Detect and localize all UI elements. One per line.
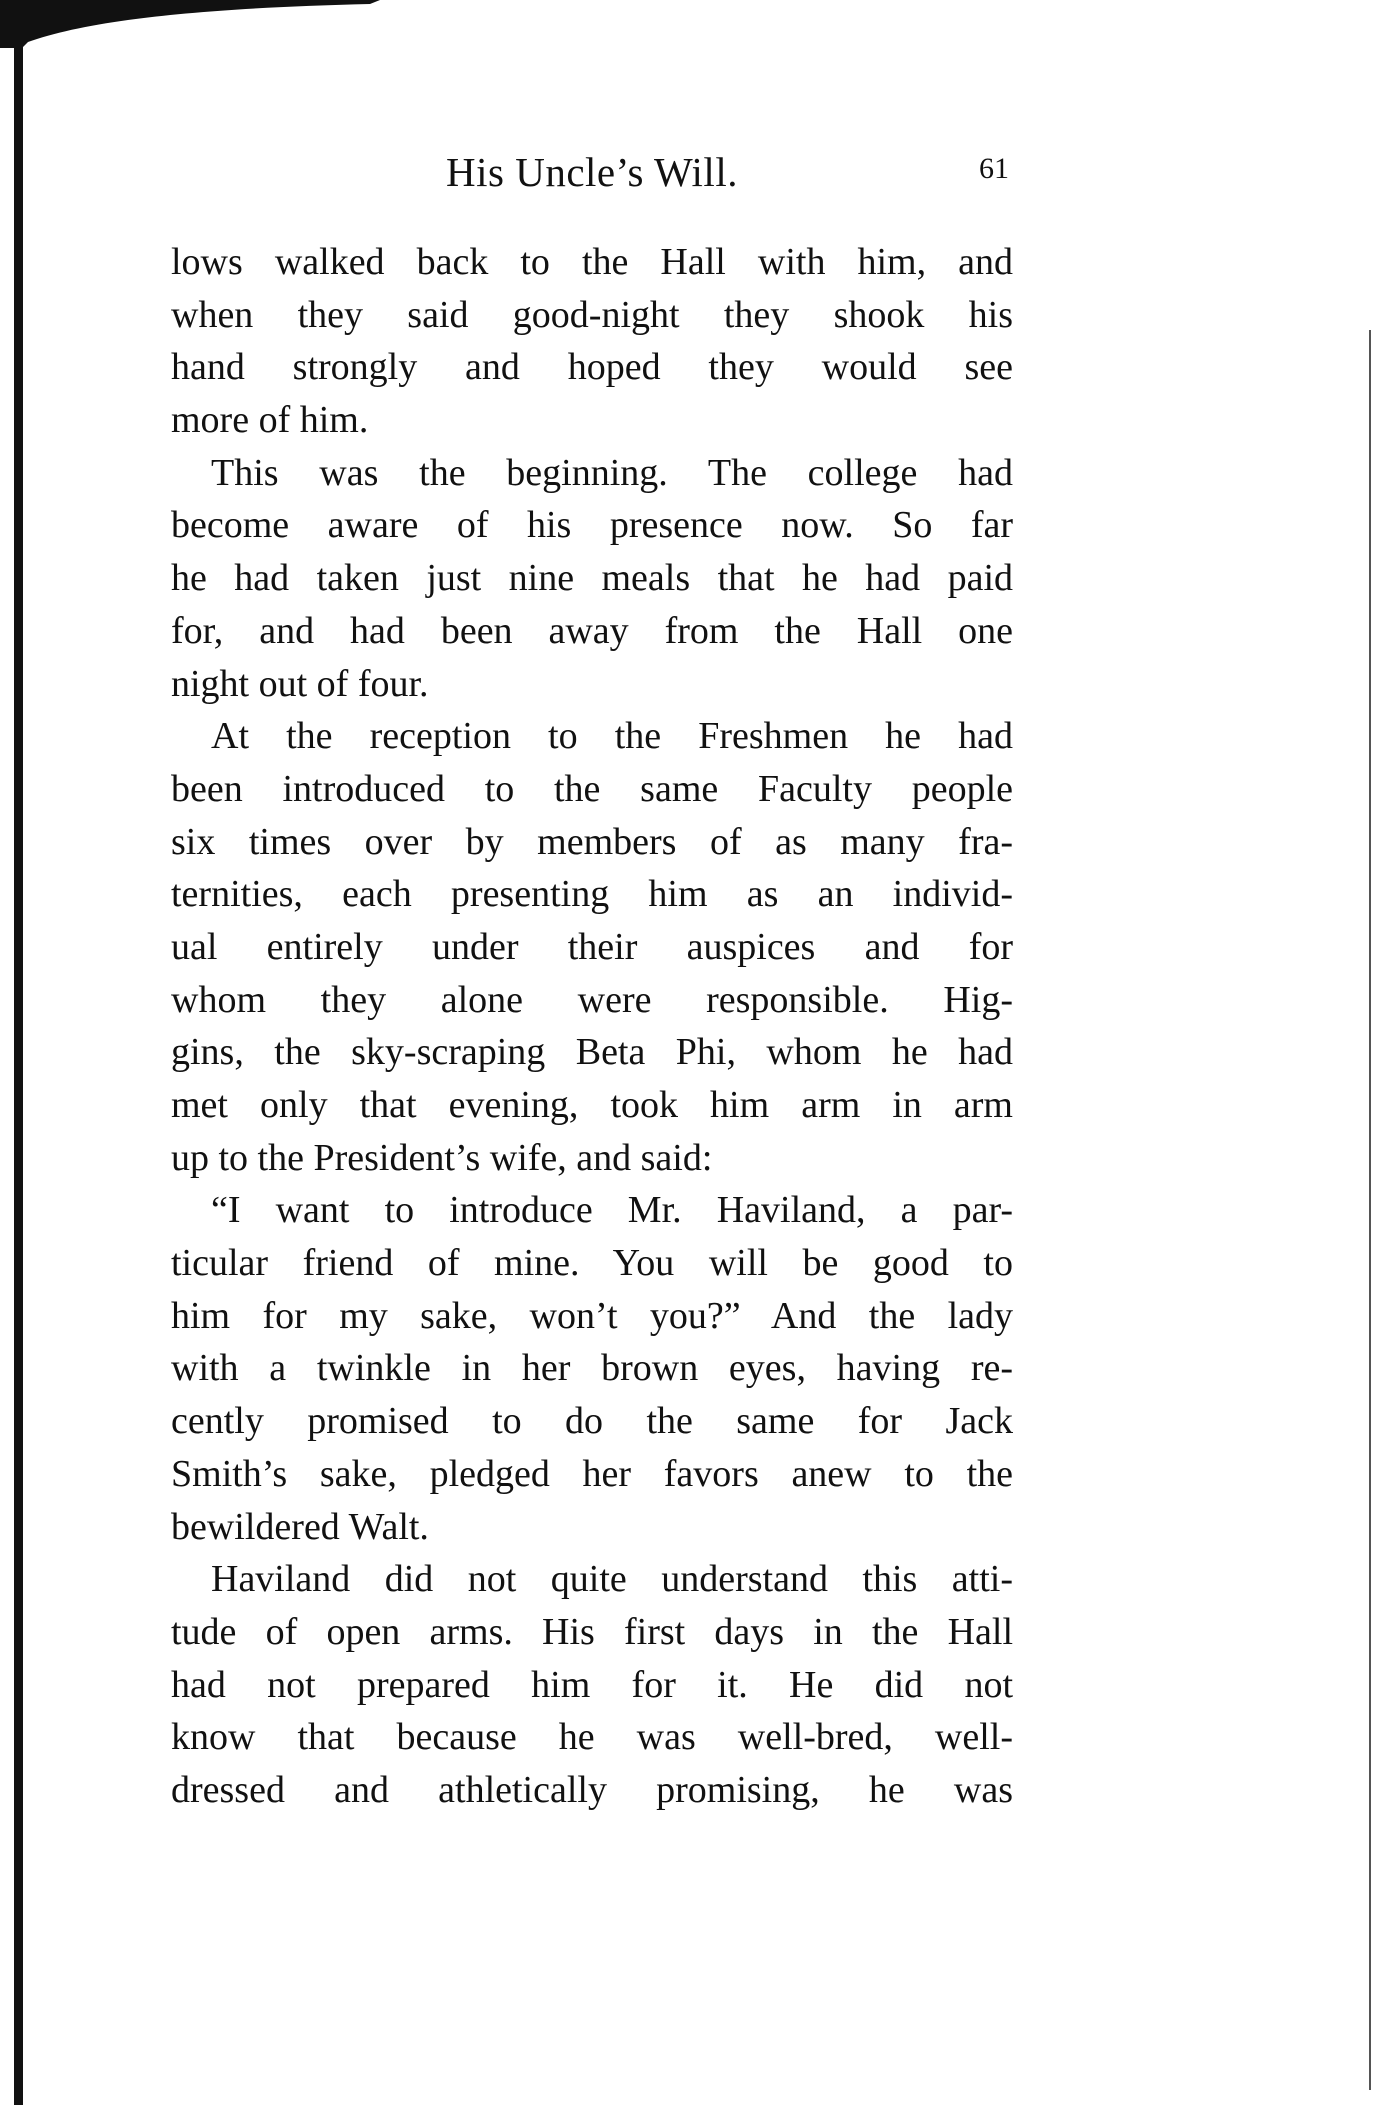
text-line: been introduced to the same Faculty people [171,767,1013,810]
text-line: gins, the sky-scraping Beta Phi, whom he had [171,1031,1013,1074]
text-line: met only that evening, took him arm in arm [171,1084,1013,1126]
text-line: up to the President’s wife, and said: [171,1136,713,1179]
paragraph [171,1184,1013,1553]
text-line: Smith’s sake, pledged her favors anew to the [171,1452,1013,1495]
text-line: become aware of his presence now. So far [171,504,1013,547]
chapter-title: His Uncle’s Will. [446,149,738,195]
text-line: lows walked back to the Hall with him, and [171,241,1013,283]
text-line: ticular friend of mine. You will be good to [171,1242,1013,1285]
text-line: night out of four. [171,662,429,705]
text-line: hand strongly and hoped they would see [171,346,1013,389]
text-line: At the reception to the Freshmen he had [211,715,1013,758]
text-line: when they said good-night they shook his [171,293,1013,336]
text-line: know that because he was well-bred, well- [171,1716,1013,1759]
text-line: six times over by members of as many fra- [171,820,1013,863]
text-line: dressed and athletically promising, he was [171,1768,1013,1811]
text-line: bewildered Walt. [171,1505,429,1548]
paragraph [171,447,1013,710]
text-line: for, and had been away from the Hall one [171,609,1013,652]
running-header [171,148,1013,204]
text-line: more of him. [171,399,369,442]
page-binding-edge [14,20,23,2105]
text-line: had not prepared him for it. He did not [171,1663,1013,1706]
page-number: 61 [979,152,1009,185]
text-line: tude of open arms. His first days in the Hall [171,1610,1013,1653]
text-line: him for my sake, won’t you?” And the lady [171,1294,1013,1337]
text-line: This was the beginning. The college had [211,451,1013,494]
paragraph [171,710,1013,1184]
text-line: with a twinkle in her brown eyes, having re- [171,1347,1013,1390]
page-corner-shadow [0,0,380,48]
text-line: cently promised to do the same for Jack [171,1400,1013,1443]
text-line: ternities, each presenting him as an individ- [171,873,1013,916]
paragraph [171,236,1013,447]
text-line: Haviland did not quite understand this atti- [211,1558,1013,1601]
text-line: “I want to introduce Mr. Haviland, a par- [211,1189,1013,1232]
text-line: he had taken just nine meals that he had paid [171,557,1013,600]
text-line: ual entirely under their auspices and for [171,925,1013,968]
paragraph [171,1553,1013,1816]
text-line: whom they alone were responsible. Hig- [171,978,1013,1021]
page-right-edge [1369,330,1371,2090]
page-body-text [171,236,1013,1817]
